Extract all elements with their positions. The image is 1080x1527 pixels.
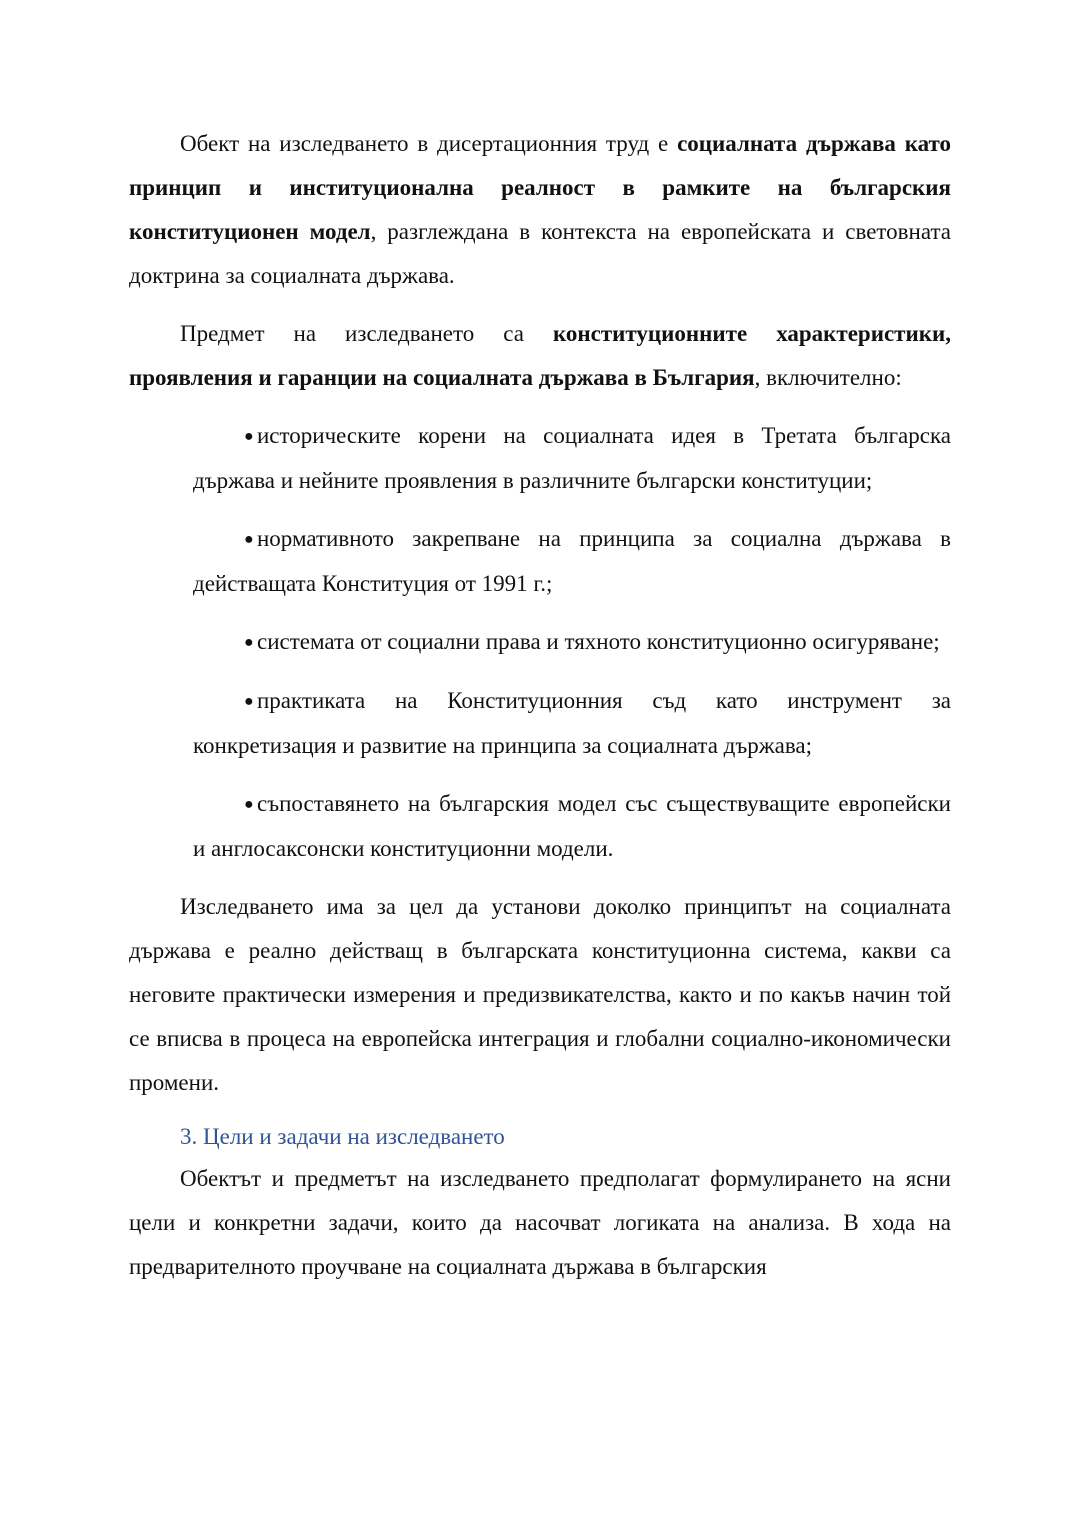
list-item (193, 620, 951, 665)
paragraph-object-lead: Обект на изследването в дисертационния труд е (180, 131, 678, 156)
bullet-list (193, 414, 951, 871)
paragraph-object-tail: , разглеждана в контекста на европейската и световната доктрина за социалната държава. (129, 219, 951, 288)
bullet-icon: ● (244, 796, 254, 813)
list-item (193, 414, 951, 503)
paragraph-tasks: Обектът и предметът на изследването предполагат формулирането на ясни цели и конкретни задачи, които да насочват логиката на анализа. В хода на предварителното проучване на социалната държава в българския (129, 1166, 951, 1279)
bullet-icon: ● (244, 634, 254, 651)
list-item-text: нормативното закрепване на принципа за социална държава в действащата Конституция от 1991 г.; (193, 526, 951, 596)
paragraph-subject-lead: Предмет на изследването са (180, 321, 553, 346)
paragraph-subject-bold: конституционните характеристики, проявления и гаранции на социалната държава в България (129, 321, 951, 390)
bullet-icon: ● (244, 531, 254, 548)
list-item-text: съпоставянето на българския модел със съществуващите европейски и англосаксонски конституционни модели. (193, 791, 951, 861)
document-page (129, 122, 951, 1289)
bullet-icon: ● (244, 693, 254, 710)
list-item (193, 517, 951, 606)
list-item (193, 782, 951, 871)
paragraph-object (129, 122, 951, 298)
paragraph-goal: Изследването има за цел да установи доколко принципът на социалната държава е реално действащ в българската конституционна система, какви са неговите практически измерения и предизвикателства, както и по какъв начин той се вписва в процеса на европейска интеграция и глобални социално-икономически промени. (129, 894, 951, 1095)
bullet-icon: ● (244, 428, 254, 445)
list-item-text: практиката на Конституционния съд като инструмент за конкретизация и развитие на принципа за социалната държава; (193, 688, 951, 758)
list-item-text: системата от социални права и тяхното конституционно осигуряване; (257, 629, 940, 654)
list-item-text: историческите корени на социалната идея в Третата българска държава и нейните проявления в различните български конституции; (193, 423, 951, 493)
paragraph-subject (129, 312, 951, 400)
list-item (193, 679, 951, 768)
paragraph-subject-tail: , включително: (754, 365, 902, 390)
paragraph-object-bold: социалната държава като принцип и институционална реалност в рамките на българския конституционен модел (129, 131, 951, 244)
section-heading: 3. Цели и задачи на изследването (180, 1124, 505, 1149)
